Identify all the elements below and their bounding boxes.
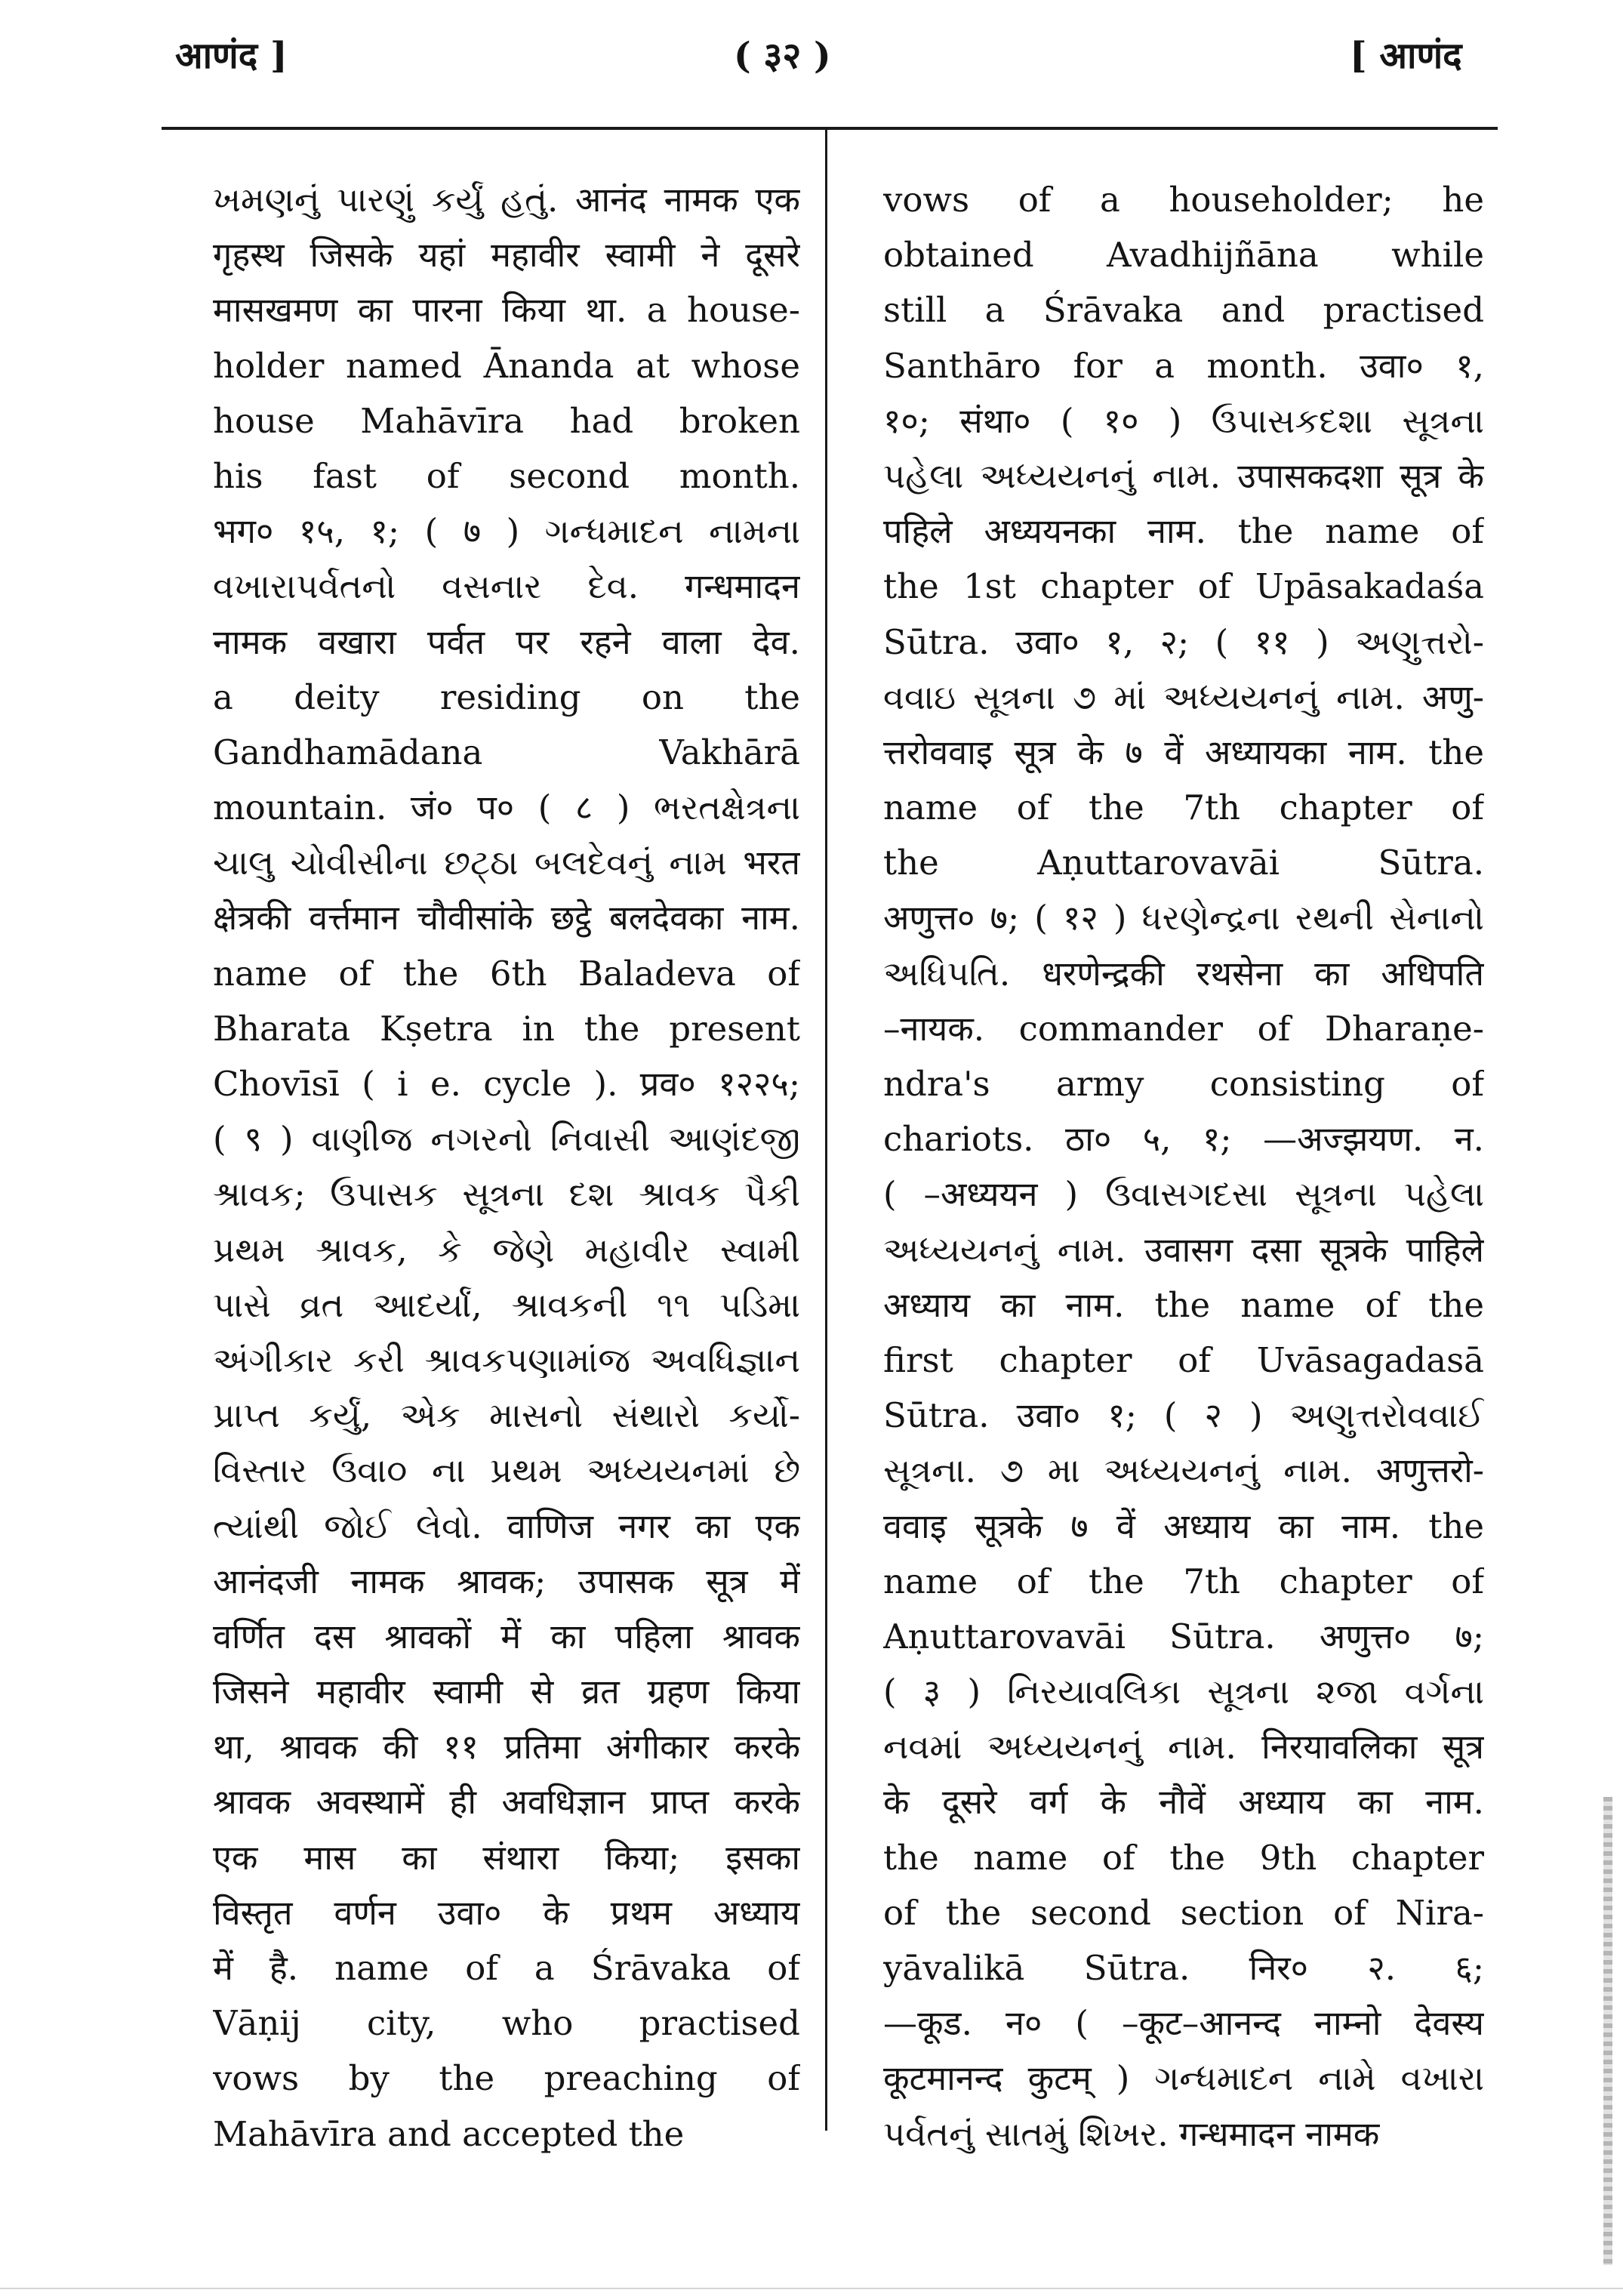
page-number: ( ३२ ) bbox=[734, 35, 831, 77]
left-column bbox=[213, 172, 800, 2162]
text-line: के दूसरे वर्ग के नौवें अध्याय का नाम. bbox=[883, 1782, 1484, 1823]
text-line: वर्णित दस श्रावकों में का पहिला श्रावक bbox=[213, 1616, 800, 1657]
text-line: અધિપતિ. धरणेन्द्रकी रथसेना का अधिपति bbox=[883, 953, 1484, 994]
text-line: था, श्रावक की ११ प्रतिमा अंगीकार करके bbox=[213, 1727, 800, 1767]
text-line: श्रावक अवस्थामें ही अवधिज्ञान प्राप्त करके bbox=[213, 1782, 800, 1823]
right-column bbox=[883, 172, 1484, 2162]
text-line: obtained Avadhijñāna while bbox=[883, 235, 1484, 276]
text-line: પ્રાપ્ત કર્યું, એક માસનો સંથારો કર્યો- bbox=[213, 1395, 800, 1436]
text-line: Vāṇij city, who practised bbox=[213, 2003, 800, 2044]
text-line: પાસે વ્રત આદર્યાં, શ્રાવકની ૧૧ પડિમા bbox=[213, 1284, 800, 1325]
text-line: શ્રાવક; ઉપાસક સૂત્રના દશ શ્રાવક પૈકી bbox=[213, 1174, 800, 1215]
text-line: कूटमानन्द कुटम् ) ગન્ધમાદન નામે વખારા bbox=[883, 2058, 1484, 2099]
text-line: chariots. ठा० ५, १; —अज्झयण. न. bbox=[883, 1119, 1484, 1160]
text-line: the Aṇuttarovavāi Sūtra. bbox=[883, 843, 1484, 883]
text-line: ( ३ ) નિરયાવલિકા સૂત્રના ૨જા વર્ગના bbox=[883, 1672, 1484, 1712]
text-line: ( ९ ) વાણીજ નગરનો નિવાસી આણંદજી bbox=[213, 1119, 800, 1160]
text-line: त्तरोववाइ सूत्र के ७ वें अध्यायका नाम. the bbox=[883, 732, 1484, 772]
text-line: vows of a householder; he bbox=[883, 180, 1484, 220]
text-line: વખારાપર્વતનો વસનાર દેવ. गन्धमादन bbox=[213, 566, 800, 607]
text-line: Sūtra. उवा० १, २; ( ११ ) અણુત્તરો- bbox=[883, 621, 1484, 662]
text-line: name of the 6th Baladeva of bbox=[213, 953, 800, 994]
text-line: પહેલા અધ્યયનનું નામ. उपासकदशा सूत्र के bbox=[883, 455, 1484, 496]
scan-edge-mark bbox=[1603, 1797, 1612, 2265]
text-line: अध्याय का नाम. the name of the bbox=[883, 1284, 1484, 1325]
text-line: નવમાં અધ્યયનનું નામ. निरयावलिका सूत्र bbox=[883, 1727, 1484, 1767]
text-line: અધ્યયનનું નામ. उवासग दसा सूत्रके पाहिले bbox=[883, 1229, 1484, 1270]
text-line: ચાલુ ચોવીસીના છટ્ઠા બલદેવનું નામ भरत bbox=[213, 843, 800, 883]
text-line: ત્યાંથી જોઈ લેવો. वाणिज नगर का एक bbox=[213, 1505, 800, 1546]
text-line: vows by the preaching of bbox=[213, 2058, 800, 2099]
header-rule bbox=[162, 127, 1498, 130]
text-line: आनंदजी नामक श्रावक; उपासक सूत्र में bbox=[213, 1561, 800, 1601]
text-line: अणुत्त० ७; ( १२ ) ધરણેન્દ્રના રથની સેનાનો bbox=[883, 898, 1484, 938]
text-line: क्षेत्रकी वर्त्तमान चौवीसांके छट्ठे बलदेवका नाम. bbox=[213, 898, 800, 938]
text-line: his fast of second month. bbox=[213, 455, 800, 496]
text-line: holder named Ānanda at whose bbox=[213, 345, 800, 386]
text-line: Gandhamādana Vakhārā bbox=[213, 732, 800, 772]
text-line: नामक वखारा पर्वत पर रहने वाला देव. bbox=[213, 621, 800, 662]
text-line: still a Śrāvaka and practised bbox=[883, 290, 1484, 331]
text-line: પર્વતનું સાતમું શિખર. गन्धमादन नामक bbox=[883, 2113, 1380, 2154]
text-line: —कूड. न० ( –कूट–आनन्द नाम्नो देवस्य bbox=[883, 2003, 1484, 2044]
text-line: name of the 7th chapter of bbox=[883, 1561, 1484, 1601]
column-divider bbox=[825, 130, 827, 2131]
text-line: પ્રથમ શ્રાવક, કે જેણે મહાવીર સ્વામી bbox=[213, 1229, 800, 1270]
text-line: मासखमण का पारना किया था. a house- bbox=[213, 290, 800, 331]
text-line: of the second section of Nira- bbox=[883, 1892, 1484, 1933]
text-line: વવાઇ સૂત્રના ૭ માં અધ્યયનનું નામ. अणु- bbox=[883, 676, 1484, 717]
text-line: विस्तृत वर्णन उवा० के प्रथम अध्याय bbox=[213, 1892, 800, 1933]
scan-bottom-edge bbox=[0, 2288, 1623, 2289]
text-line: १०; संथा० ( १० ) ઉપાસકદશા સૂત્રના bbox=[883, 400, 1484, 441]
text-line: house Mahāvīra had broken bbox=[213, 400, 800, 441]
text-line: a deity residing on the bbox=[213, 676, 800, 717]
text-line: ખમણનું પારણું કર્યું હતું. आनंद नामक एक bbox=[213, 180, 800, 220]
text-line: વિસ્તાર ઉવા૦ ના પ્રથમ અધ્યયનમાં છે bbox=[213, 1450, 800, 1491]
text-line: ( –अध्ययन ) ઉવાસગદસા સૂત્રના પહેલા bbox=[883, 1174, 1484, 1215]
text-line: yāvalikā Sūtra. निर० २. ६; bbox=[883, 1948, 1484, 1988]
text-line: गृहस्थ जिसके यहां महावीर स्वामी ने दूसरे bbox=[213, 235, 800, 276]
text-line: first chapter of Uvāsagadasā bbox=[883, 1339, 1484, 1380]
text-line: Sūtra. उवा० १; ( २ ) અણુત્તરોવવાઈ bbox=[883, 1395, 1484, 1436]
text-line: जिसने महावीर स्वामी से व्रत ग्रहण किया bbox=[213, 1672, 800, 1712]
text-line: the name of the 9th chapter bbox=[883, 1837, 1484, 1878]
text-line: –नायक. commander of Dharaṇe- bbox=[883, 1008, 1484, 1049]
text-line: અંગીકાર કરી શ્રાવકપણામાંજ અવધિજ્ઞાન bbox=[213, 1339, 800, 1380]
text-line: Santhāro for a month. उवा० १, bbox=[883, 345, 1484, 386]
text-line: ndra's army consisting of bbox=[883, 1064, 1484, 1104]
text-line: एक मास का संथारा किया; इसका bbox=[213, 1837, 800, 1878]
text-line: ववाइ सूत्रके ७ वें अध्याय का नाम. the bbox=[883, 1505, 1484, 1546]
text-line: સૂત્રના. ૭ મા અધ્યયનનું નામ. अणुत्तरो- bbox=[883, 1450, 1484, 1491]
text-line: भग० १५, १; ( ७ ) ગન્ધમાદન નામના bbox=[213, 511, 800, 552]
text-line: पहिले अध्ययनका नाम. the name of bbox=[883, 511, 1484, 552]
header-right-keyword: [ आणंद bbox=[1350, 35, 1462, 77]
text-line: Bharata Kṣetra in the present bbox=[213, 1008, 800, 1049]
header-left-keyword: आणंद ] bbox=[175, 35, 288, 77]
text-line: mountain. जं० प० ( ८ ) ભરતક્ષેત્રના bbox=[213, 787, 800, 828]
text-line: Chovīsī ( i e. cycle ). प्रव० १२२५; bbox=[213, 1064, 800, 1104]
text-line: Mahāvīra and accepted the bbox=[213, 2113, 685, 2154]
text-line: the 1st chapter of Upāsakadaśa bbox=[883, 566, 1484, 607]
text-line: name of the 7th chapter of bbox=[883, 787, 1484, 828]
text-line: में है. name of a Śrāvaka of bbox=[213, 1948, 800, 1988]
text-line: Aṇuttarovavāi Sūtra. अणुत्त० ७; bbox=[883, 1616, 1484, 1657]
